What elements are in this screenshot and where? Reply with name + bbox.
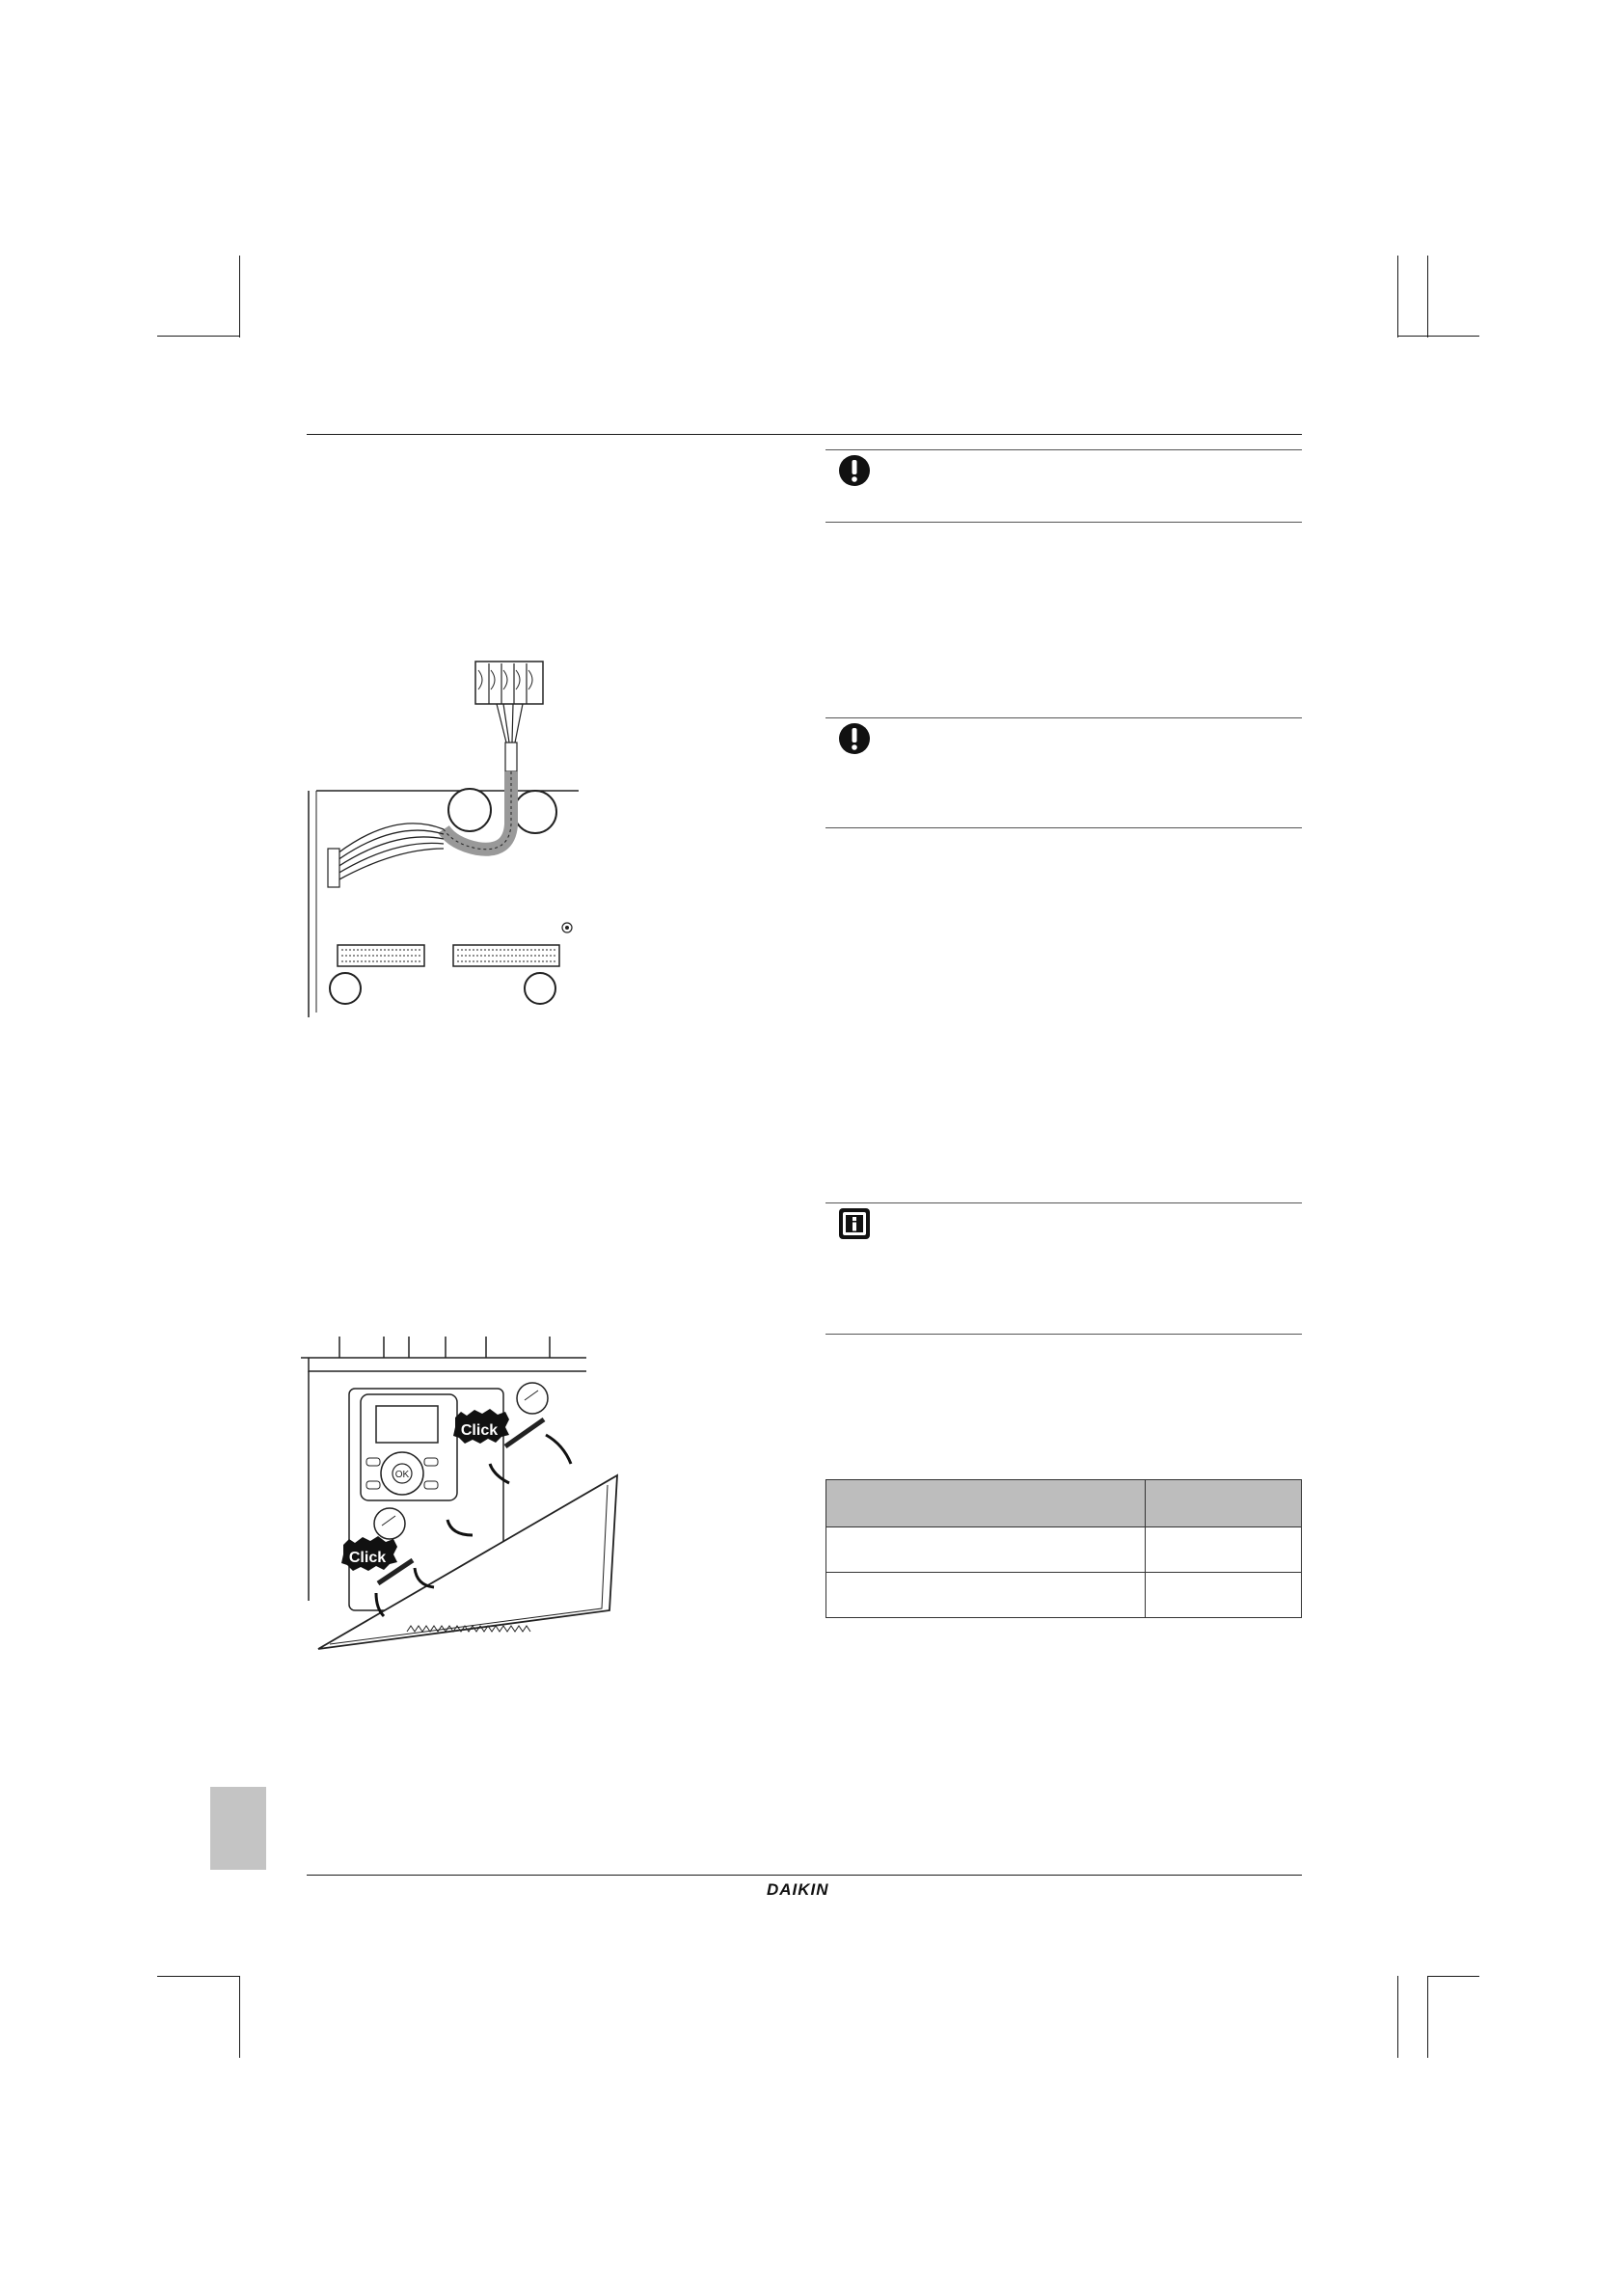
- table-cell: [1146, 1573, 1302, 1618]
- table-header-row: [826, 1480, 1302, 1527]
- table-header-cell: [826, 1480, 1146, 1527]
- cover-installation-illustration: [301, 1331, 629, 1659]
- info-icon: [837, 1206, 872, 1241]
- side-tab: [210, 1787, 266, 1870]
- footer-rule: [307, 1875, 1302, 1876]
- ok-label: OK: [394, 1470, 410, 1480]
- table-cell: [826, 1527, 1146, 1573]
- table-row: [826, 1573, 1302, 1618]
- table-cell: [1146, 1527, 1302, 1573]
- table-cell: [826, 1573, 1146, 1618]
- data-table: [826, 1479, 1302, 1618]
- exclamation-icon: [837, 721, 872, 756]
- wiring-illustration: [299, 646, 608, 1032]
- header-rule: [307, 434, 1302, 435]
- table-header-cell: [1146, 1480, 1302, 1527]
- table-row: [826, 1527, 1302, 1573]
- svg-text:Click: Click: [460, 1422, 499, 1439]
- svg-text:Click: Click: [348, 1550, 387, 1566]
- exclamation-icon: [837, 453, 872, 488]
- brand-logo: DAIKIN: [767, 1880, 829, 1899]
